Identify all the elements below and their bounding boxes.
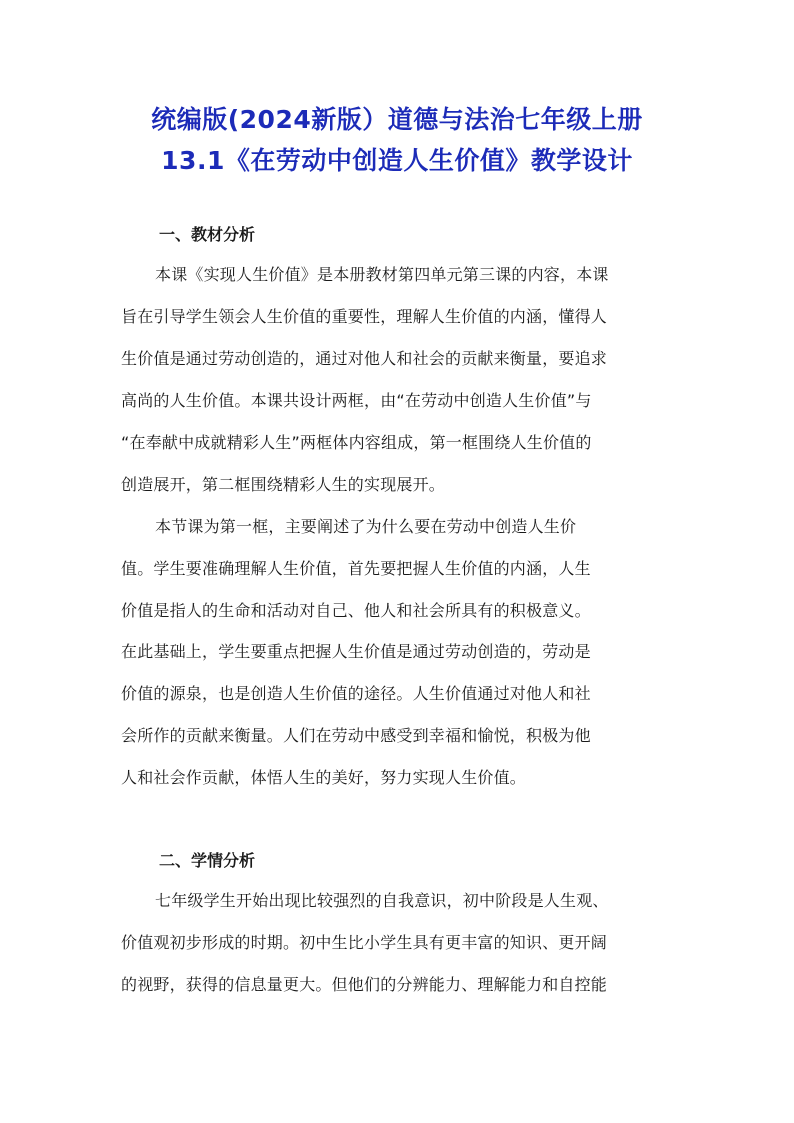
paragraph-line: 价值的源泉，也是创造人生价值的途径。人生价值通过对他人和社	[121, 684, 591, 703]
paragraph-line: 本课《实现人生价值》是本册教材第四单元第三课的内容，本课	[155, 265, 609, 284]
section-heading-learner-analysis: 二、学情分析	[159, 851, 256, 870]
paragraph-line: 高尚的人生价值。本课共设计两框，由“在劳动中创造人生价值”与	[121, 391, 592, 410]
paragraph-line: 旨在引导学生领会人生价值的重要性，理解人生价值的内涵，懂得人	[121, 307, 608, 326]
paragraph-line: 七年级学生开始出现比较强烈的自我意识，初中阶段是人生观、	[155, 891, 609, 910]
document-title-line-1: 统编版(2024新版）道德与法治七年级上册	[151, 105, 643, 134]
paragraph-line: 人和社会作贡献，体悟人生的美好，努力实现人生价值。	[121, 768, 527, 787]
paragraph-line: 在此基础上，学生要重点把握人生价值是通过劳动创造的，劳动是	[121, 642, 591, 661]
document-title-line-2: 13.1《在劳动中创造人生价值》教学设计	[161, 146, 633, 175]
paragraph-line: “在奉献中成就精彩人生”两框体内容组成，第一框围绕人生价值的	[121, 433, 592, 452]
paragraph-line: 的视野，获得的信息量更大。但他们的分辨能力、理解能力和自控能	[121, 975, 608, 994]
paragraph-line: 创造展开，第二框围绕精彩人生的实现展开。	[121, 475, 446, 494]
paragraph-line: 价值是指人的生命和活动对自己、他人和社会所具有的积极意义。	[121, 601, 591, 620]
paragraph-line: 价值观初步形成的时期。初中生比小学生具有更丰富的知识、更开阔	[121, 933, 608, 952]
paragraph-line: 会所作的贡献来衡量。人们在劳动中感受到幸福和愉悦，积极为他	[121, 726, 591, 745]
section-heading-textbook-analysis: 一、教材分析	[159, 225, 256, 244]
paragraph-line: 本节课为第一框，主要阐述了为什么要在劳动中创造人生价	[155, 517, 577, 536]
paragraph-line: 值。学生要准确理解人生价值，首先要把握人生价值的内涵，人生	[121, 559, 591, 578]
paragraph-line: 生价值是通过劳动创造的，通过对他人和社会的贡献来衡量，要追求	[121, 349, 608, 368]
